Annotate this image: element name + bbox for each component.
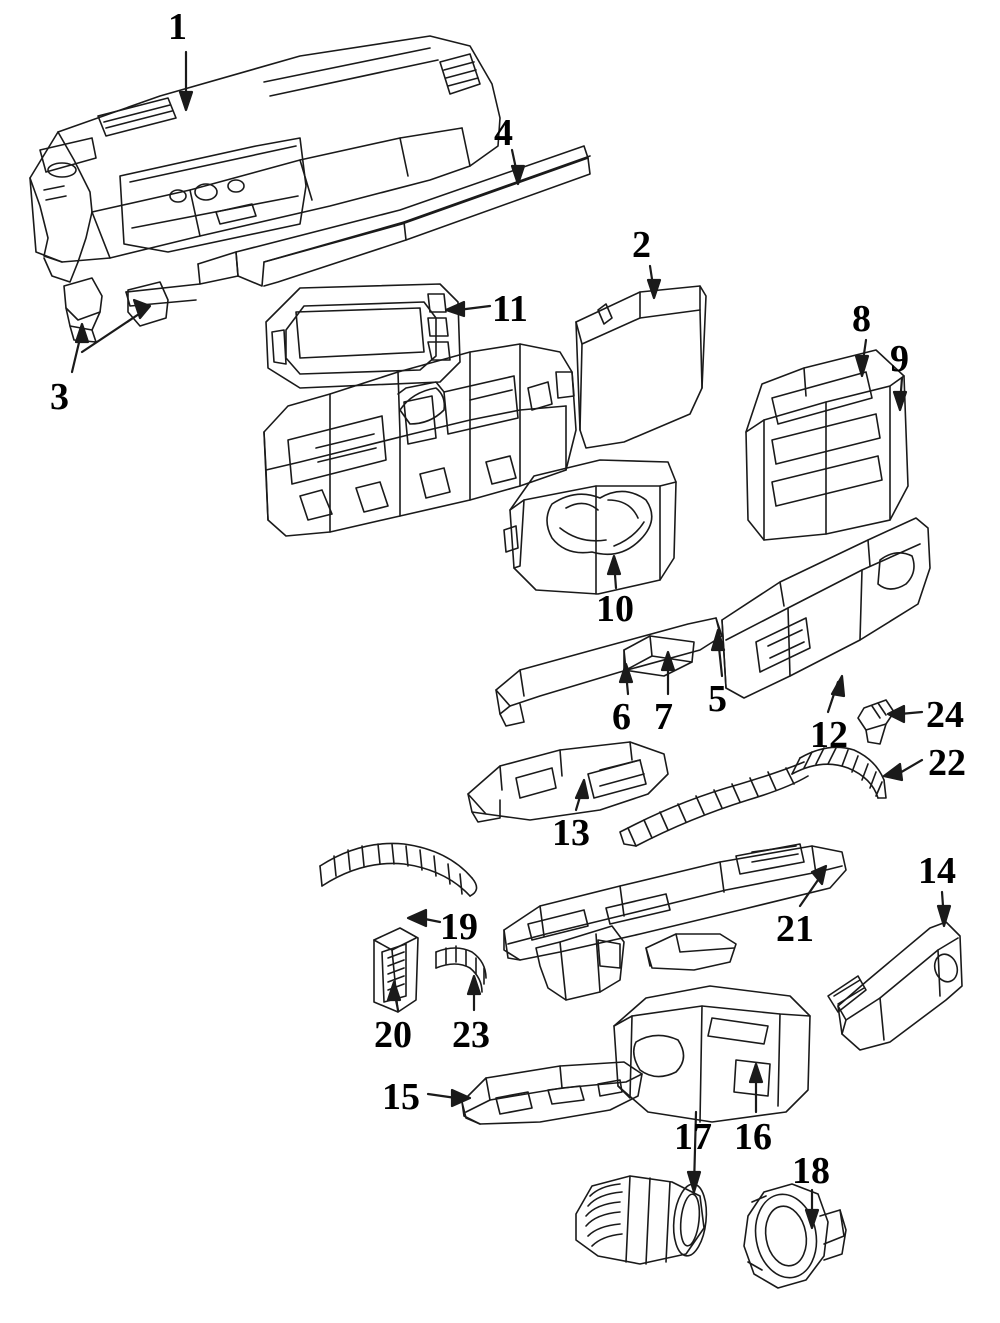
part-17-defroster-hose <box>576 1176 710 1264</box>
callout-12: 12 <box>810 714 848 756</box>
callout-3: 3 <box>50 376 69 418</box>
callout-4: 4 <box>494 112 513 154</box>
callout-14: 14 <box>918 850 956 892</box>
callout-23: 23 <box>452 1014 490 1056</box>
part-24-clip <box>858 700 894 744</box>
callout-22: 22 <box>928 742 966 784</box>
part-8-9-vent-housing <box>746 350 908 540</box>
callout-8: 8 <box>852 298 871 340</box>
part-5-lower-duct <box>496 618 722 726</box>
callout-21: 21 <box>776 908 814 950</box>
callout-7: 7 <box>654 696 673 738</box>
callout-24: 24 <box>926 694 964 736</box>
part-23-short-hose <box>436 946 486 992</box>
callout-16: 16 <box>734 1116 772 1158</box>
callout-1: 1 <box>168 6 187 48</box>
part-2-upper-panel <box>576 286 706 448</box>
part-18-blower-outlet <box>744 1184 846 1288</box>
callout-17: 17 <box>674 1116 712 1158</box>
part-15-floor-duct <box>462 1062 642 1124</box>
callout-15: 15 <box>382 1076 420 1118</box>
part-10-heater-box <box>504 460 676 594</box>
part-19-flex-hose <box>320 843 477 896</box>
part-12-lower-dash-panel <box>722 518 930 698</box>
leader-lines <box>72 52 950 1228</box>
callout-11: 11 <box>492 288 528 330</box>
callout-13: 13 <box>552 812 590 854</box>
callout-5: 5 <box>708 678 727 720</box>
part-16-heater-housing <box>614 986 810 1122</box>
part-main-dash-structure <box>264 344 576 536</box>
part-6-7-ducts <box>624 636 694 676</box>
part-14-right-duct <box>828 922 962 1050</box>
callout-18: 18 <box>792 1150 830 1192</box>
callout-2: 2 <box>632 224 651 266</box>
part-13-center-duct <box>468 742 668 822</box>
part-11-cluster-bezel <box>266 284 460 388</box>
part-12-hose <box>620 762 808 846</box>
callout-20: 20 <box>374 1014 412 1056</box>
callout-10: 10 <box>596 588 634 630</box>
callout-9: 9 <box>890 338 909 380</box>
callout-19: 19 <box>440 906 478 948</box>
callout-6: 6 <box>612 696 631 738</box>
